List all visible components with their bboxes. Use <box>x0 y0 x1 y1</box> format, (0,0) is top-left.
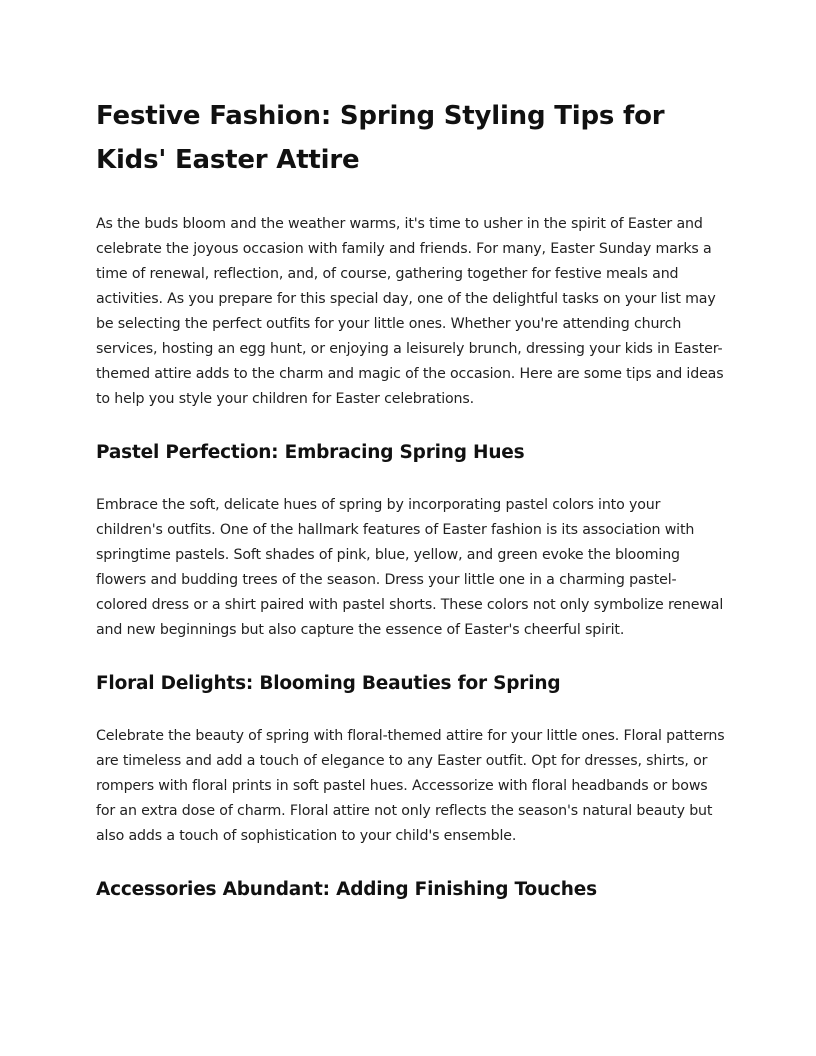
section-body-floral: Celebrate the beauty of spring with floral-themed attire for your little ones. Floral patterns are timeless and add a touch of elegance to any Easter outfit. Opt for dresses, shirts, or rompers with floral prints in soft pastel hues. Accessorize with floral headbands or bows for an extra dose of charm. Floral attire not only reflects the season's natural beauty but also adds a touch of sophistication to your child's ensemble. <box>96 728 725 844</box>
section-body-pastel: Embrace the soft, delicate hues of spring by incorporating pastel colors into your children's outfits. One of the hallmark features of Easter fashion is its association with springtime pastels. Soft shades of pink, blue, yellow, and green evoke the blooming flowers and budding trees of the season. Dress your little one in a charming pastel-colored dress or a shirt paired with pastel shorts. These colors not only symbolize renewal and new beginnings but also capture the essence of Easter's cheerful spirit. <box>96 497 724 638</box>
document-title: Festive Fashion: Spring Styling Tips for Kids' Easter Attire <box>96 101 665 175</box>
section-heading-floral: Floral Delights: Blooming Beauties for Spring <box>96 673 561 694</box>
section-heading-pastel: Pastel Perfection: Embracing Spring Hues <box>96 442 525 463</box>
section-heading-accessories: Accessories Abundant: Adding Finishing Touches <box>96 879 597 900</box>
document-page <box>96 94 726 903</box>
intro-paragraph: As the buds bloom and the weather warms, it's time to usher in the spirit of Easter and celebrate the joyous occasion with family and friends. For many, Easter Sunday marks a time of renewal, reflection, and, of course, gathering together for festive meals and activities. As you prepare for this special day, one of the delightful tasks on your list may be selecting the perfect outfits for your little ones. Whether you're attending church services, hosting an egg hunt, or enjoying a leisurely brunch, dressing your kids in Easter-themed attire adds to the charm and magic of the occasion. Here are some tips and ideas to help you style your children for Easter celebrations. <box>96 216 724 407</box>
